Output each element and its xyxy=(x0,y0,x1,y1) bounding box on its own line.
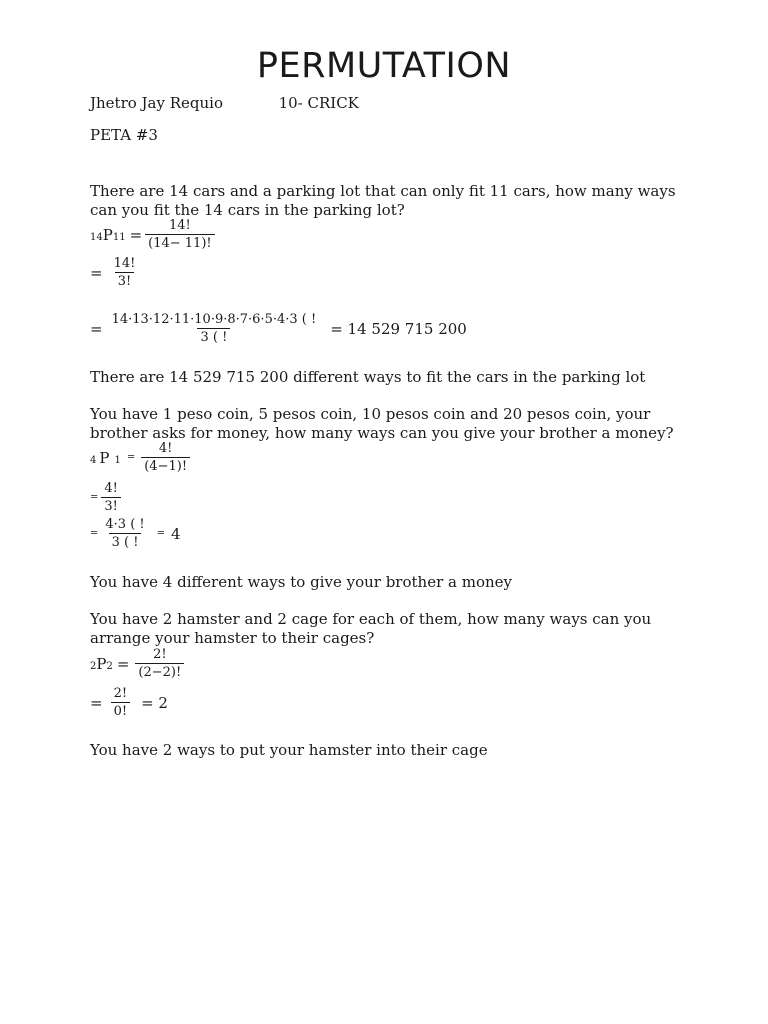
problem3-question: You have 2 hamster and 2 cage for each of them, how many ways can you arrange your hamster to their cages? xyxy=(90,610,652,647)
problem2-formula xyxy=(90,441,193,474)
problem3-formula xyxy=(90,647,187,680)
equals-sign: = xyxy=(90,528,99,539)
problem1-r: 11 xyxy=(112,232,126,243)
problem3-result: = 2 xyxy=(141,693,168,712)
problem3-fraction-2: $\frac{2!}{0!}$ xyxy=(111,686,131,719)
problem2-step3 xyxy=(90,517,181,550)
equals-sign: = xyxy=(90,263,103,282)
permutation-symbol: P xyxy=(96,654,107,673)
problem2-fraction-2: $\frac{4!}{3!}$ xyxy=(101,481,121,514)
problem3-step2 xyxy=(90,686,168,719)
equals-sign: = xyxy=(90,319,103,338)
problem2-step2 xyxy=(90,481,124,514)
problem3-n: 2 xyxy=(90,661,97,672)
equals-sign: = xyxy=(129,225,143,244)
equals-sign: = xyxy=(116,654,130,673)
page-title: PERMUTATION xyxy=(256,46,512,86)
equals-sign: = xyxy=(90,693,103,712)
problem2-fraction-3: $\frac{4\cdot 3 ( !}{3 ( !}$ xyxy=(105,517,145,550)
problem1-result: = 14 529 715 200 xyxy=(330,319,467,338)
problem1-n: 14 xyxy=(90,232,103,243)
peta-label: PETA #3 xyxy=(90,126,158,144)
problem1-formula xyxy=(90,218,218,251)
equals-sign: = xyxy=(156,528,166,539)
problem1-step2 xyxy=(90,256,141,289)
problem2-result: 4 xyxy=(171,524,181,543)
problem3-answer: You have 2 ways to put your hamster into their cage xyxy=(90,741,488,759)
author-name: Jhetro Jay Requio xyxy=(90,94,224,112)
problem1-fraction-1: $\frac{14!}{(14- 11)!}$ xyxy=(145,218,214,251)
problem1-step3 xyxy=(90,312,467,345)
problem2-question: You have 1 peso coin, 5 pesos coin, 10 pesos coin and 20 pesos coin, your brother asks for money, how many ways can you give your brother a money? xyxy=(90,405,674,442)
permutation-symbol: P xyxy=(99,448,110,467)
problem3-r: 2 xyxy=(106,661,113,672)
problem2-n: 4 xyxy=(90,455,97,466)
equals-sign: = xyxy=(126,452,136,463)
problem2-r: 1 xyxy=(114,455,121,466)
permutation-symbol: P xyxy=(102,225,113,244)
class-section: 10- CRICK xyxy=(278,94,359,112)
problem2-answer: You have 4 different ways to give your brother a money xyxy=(90,573,512,591)
problem1-answer: There are 14 529 715 200 different ways to fit the cars in the parking lot xyxy=(90,368,646,386)
problem2-fraction-1: $\frac{4!}{(4-1)!}$ xyxy=(141,441,190,474)
problem1-fraction-3: $\frac{14\cdot 13\cdot 12\cdot 11\cdot 10\cdot 9\cdot 8\cdot 7\cdot 6\cdot 5\cdot 4\cdot 3 ( !}{3 ( !}$ xyxy=(111,312,317,345)
equals-sign: = xyxy=(90,492,99,503)
problem1-question: There are 14 cars and a parking lot that can only fit 11 cars, how many ways can you fit the 14 cars in the parking lot? xyxy=(90,182,676,219)
problem3-fraction-1: $\frac{2!}{(2-2)!}$ xyxy=(135,647,184,680)
problem1-fraction-2: $\frac{14!}{3!}$ xyxy=(113,256,136,289)
author-line xyxy=(90,94,359,113)
